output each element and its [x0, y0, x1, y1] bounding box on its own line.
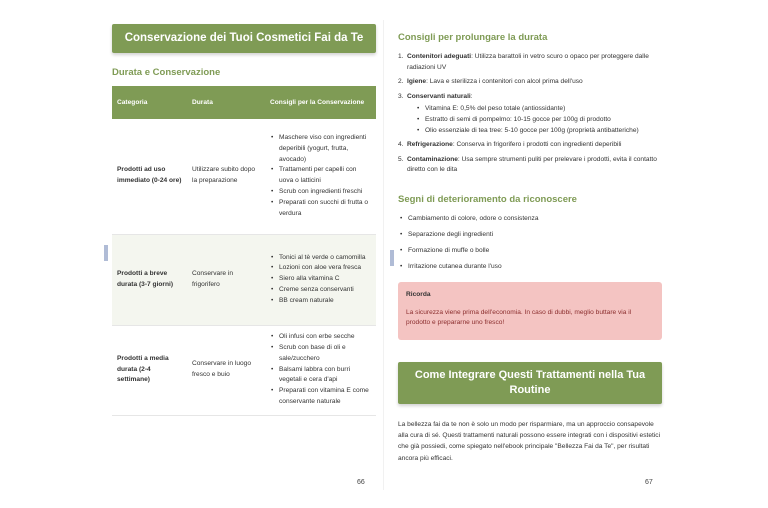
tip-item: • BB cream naturale [270, 296, 371, 307]
tip-item: • Preparati con vitamina E come conservante naturale [270, 386, 371, 408]
tip-item: • Oli infusi con erbe secche [270, 332, 371, 343]
section-title-durata: Durata e Conservazione [112, 67, 221, 78]
list-number: 5. [398, 155, 404, 163]
sign-item: • Cambiamento di colore, odore o consistenza [398, 214, 662, 225]
table-row [112, 119, 376, 234]
tip-text: : Usa sempre strumenti puliti per prelevare i prodotti, evita il contatto diretto con le dita [407, 155, 657, 174]
tip-text: : Conserva in frigorifero i prodotti con ingredienti deperibili [452, 141, 622, 149]
tip-label: Igiene [407, 78, 427, 86]
tip-label: Refrigerazione [407, 141, 453, 149]
tip-item: • Creme senza conservanti [270, 285, 371, 296]
tip-item: • Balsami labbra con burri vegetali e cera d'api [270, 365, 371, 387]
row-duration: Conservare in frigorifero [187, 234, 265, 325]
tip-item: • Maschere viso con ingredienti deperibili (yogurt, frutta, avocado) [270, 133, 371, 165]
tip-item: • Scrub con ingredienti freschi [270, 187, 371, 198]
preservative-item: • Olio essenziale di tea tree: 5-10 gocce per 100g (proprietà antibatteriche) [415, 126, 666, 137]
book-spine [383, 20, 384, 490]
header-durata: Durata [187, 86, 265, 119]
closing-paragraph: La bellezza fai da te non è solo un modo per risparmiare, ma un approccio consapevole alla cura di sé. Questi trattamenti naturali possono essere integrati con i dispositivi estetici che già possiedi, come spiegato nell'ebook principale "Bellezza Fai da Te", per risultati ancora più efficaci. [398, 421, 661, 462]
tip-label: Contaminazione [407, 155, 458, 163]
list-item [398, 77, 666, 88]
row-duration: Conservare in luogo fresco e buio [187, 325, 265, 415]
row-tips [265, 325, 376, 415]
signs-list [398, 214, 662, 278]
list-item [398, 52, 666, 73]
tip-item: • Trattamenti per capelli con uova o latticini [270, 165, 371, 187]
tip-item: • Tonici al tè verde o camomilla [270, 253, 371, 264]
sign-item: • Formazione di muffe o bolle [398, 246, 662, 257]
tip-label: Conservanti naturali [407, 92, 471, 100]
row-tips [265, 119, 376, 234]
row-duration: Utilizzare subito dopo la preparazione [187, 119, 265, 234]
table-row [112, 325, 376, 415]
conservation-table [112, 86, 376, 416]
row-category: Prodotti ad uso immediato (0-24 ore) [112, 119, 187, 234]
tip-item: • Siero alla vitamina C [270, 274, 371, 285]
row-category: Prodotti a media durata (2-4 settimane) [112, 325, 187, 415]
header-categoria: Categoria [112, 86, 187, 119]
tip-item: • Scrub con base di oli e sale/zucchero [270, 343, 371, 365]
list-item [398, 140, 666, 151]
preservative-item: • Estratto di semi di pompelmo: 10-15 gocce per 100g di prodotto [415, 115, 666, 126]
list-number: 3. [398, 92, 404, 100]
row-category: Prodotti a breve durata (3-7 giorni) [112, 234, 187, 325]
list-number: 2. [398, 78, 404, 86]
row-tips [265, 234, 376, 325]
tips-title: Consigli per prolungare la durata [398, 32, 548, 43]
ricorda-title: Ricorda [406, 291, 431, 298]
page-edge-marker-right [390, 250, 394, 266]
tip-item: • Lozioni con aloe vera fresca [270, 263, 371, 274]
list-number: 1. [398, 53, 404, 60]
left-banner-title: Conservazione dei Tuoi Cosmetici Fai da Te [112, 24, 376, 53]
right-banner-title: Come Integrare Questi Trattamenti nella Tua Routine [398, 362, 662, 404]
header-consigli: Consigli per la Conservazione [265, 86, 376, 119]
tip-text: : Lava e sterilizza i contenitori con alcol prima dell'uso [426, 78, 583, 86]
page-edge-marker-left [104, 245, 108, 261]
sign-item: • Irritazione cutanea durante l'uso [398, 262, 662, 273]
tip-item: • Preparati con succhi di frutta o verdura [270, 198, 371, 220]
list-number: 4. [398, 141, 404, 149]
ricorda-body: La sicurezza viene prima dell'economia. In caso di dubbi, meglio buttare via il prodotto e prepararne uno fresco! [406, 308, 632, 327]
signs-title: Segni di deterioramento da riconoscere [398, 194, 577, 205]
list-item [398, 155, 666, 176]
ricorda-callout [398, 282, 662, 340]
sign-item: • Separazione degli ingredienti [398, 230, 662, 241]
preservative-item: • Vitamina E: 0,5% del peso totale (antiossidante) [415, 104, 666, 115]
tip-label: Contenitori adeguati [407, 53, 472, 60]
tip-text: : Utilizza barattoli in vetro scuro o opaco per proteggere dalle radiazioni UV [407, 53, 649, 71]
tip-text: : [470, 92, 473, 100]
table-row [112, 234, 376, 325]
preservatives-list [407, 104, 666, 136]
table-header-row [112, 86, 376, 119]
page-number-left: 66 [357, 479, 365, 486]
list-item [398, 92, 666, 136]
page-number-right: 67 [645, 479, 653, 486]
tips-list [398, 52, 666, 180]
